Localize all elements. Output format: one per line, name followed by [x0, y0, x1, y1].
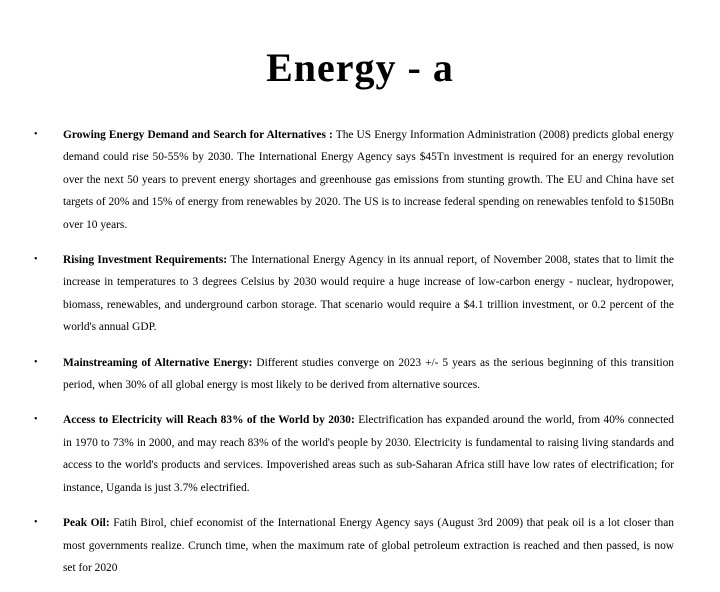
bullet-text: The US Energy Information Administration (2008) predicts global energy demand could rise 50-55% by 2030. The International Energy Agency says $45Tn investment is required for an energy revolution over the next 50 years to prevent energy shortages and greenhouse gas emissions from stunting growth. The EU and China have set targets of 20% and 15% of energy from renewables by 2020. The US is to increase federal spending on renewables tenfold to $150Bn over 10 years. [63, 129, 674, 231]
bullet-item-alternative-energy [34, 352, 674, 397]
bullet-text: The International Energy Agency in its annual report, of November 2008, states that to limit the increase in temperatures to 3 degrees Celsius by 2030 would require a huge increase of low-carbon energy - nuclear, hydropower, biomass, renewables, and underground carbon storage. That scenario would require a $4.1 trillion investment, or 0.2 percent of the world's annual GDP. [63, 254, 674, 334]
bullet-heading: Rising Investment Requirements: [63, 254, 228, 267]
bullet-item-peak-oil [34, 512, 674, 579]
bullet-icon: • [34, 129, 38, 140]
bullet-icon: • [34, 356, 38, 368]
bullet-heading: Growing Energy Demand and Search for Alternatives : [63, 129, 333, 141]
bullet-icon: • [34, 414, 38, 426]
bullet-item-electricity-access [34, 409, 674, 499]
bullet-heading: Mainstreaming of Alternative Energy: [63, 356, 253, 369]
bullet-list [34, 124, 674, 592]
bullet-text: Different studies converge on 2023 +/- 5 years as the serious beginning of this transition period, when 30% of all global energy is most likely to be derived from alternative sources. [63, 356, 674, 392]
bullet-item-investment [34, 249, 674, 339]
bullet-item-energy-demand [34, 124, 674, 236]
bullet-icon: • [34, 254, 38, 266]
bullet-text: Electrification has expanded around the world, from 40% connected in 1970 to 73% in 2000, and may reach 83% of the world's people by 2030. Electricity is fundamental to raising living standards and access to the world's products and services. Impoverished areas such as sub-Saharan Africa still have low rates of electrification; for instance, Uganda is just 3.7% electrified. [63, 414, 674, 494]
bullet-heading: Access to Electricity will Reach 83% of the World by 2030: [63, 414, 355, 427]
slide-title: Energy - a [266, 45, 454, 90]
bullet-text: Fatih Birol, chief economist of the International Energy Agency says (August 3rd 2009) that peak oil is a lot closer than most governments realize. Crunch time, when the maximum rate of global petroleum extraction is reached and then passed, is now set for 2020 [63, 517, 674, 574]
bullet-icon: • [34, 517, 38, 529]
bullet-heading: Peak Oil: [63, 517, 110, 530]
